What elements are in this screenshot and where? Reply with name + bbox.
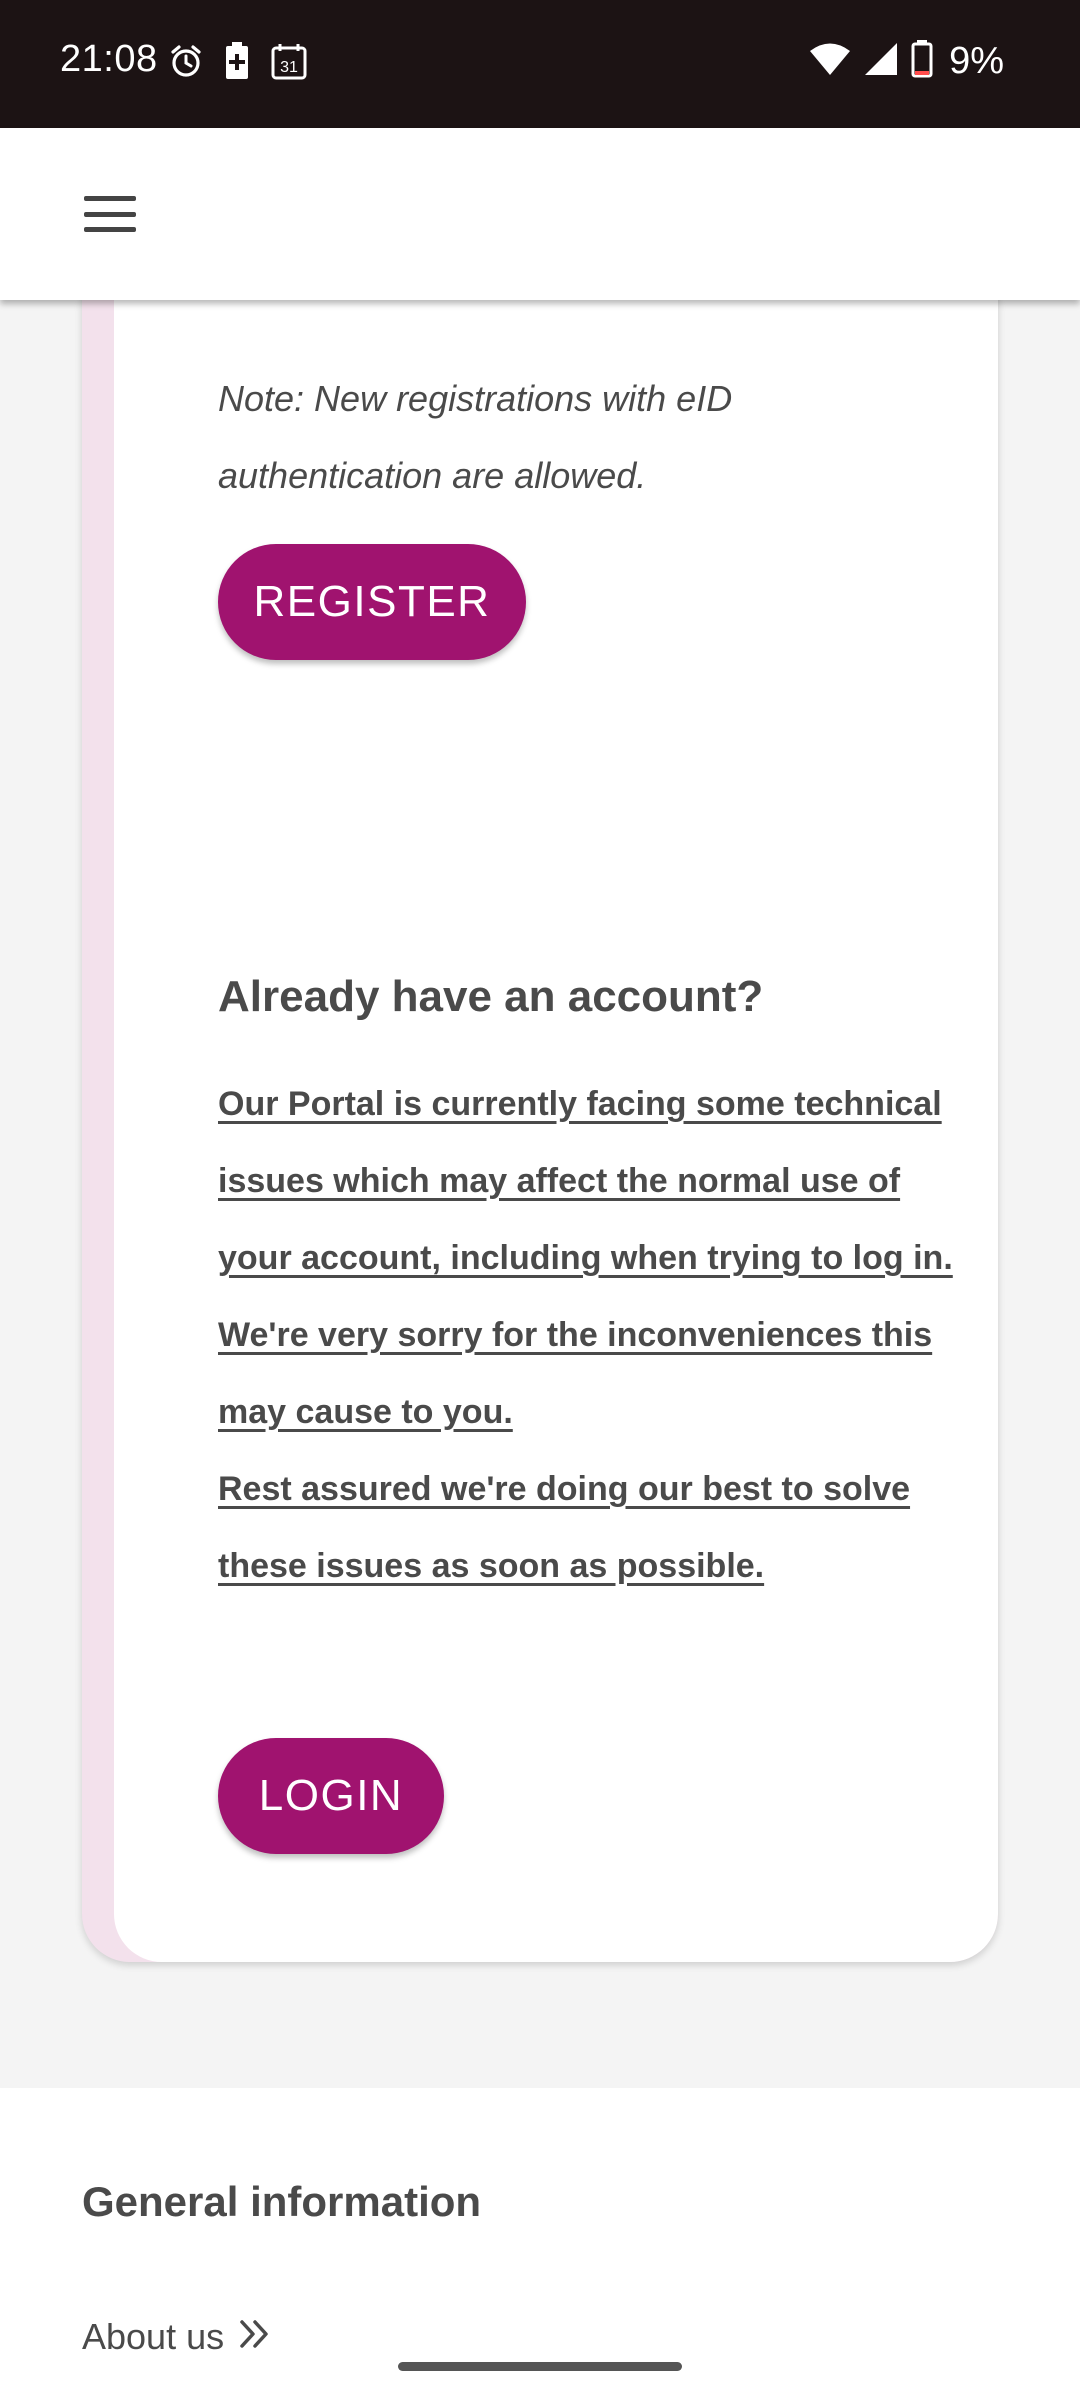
svg-text:31: 31 [280, 59, 298, 76]
registration-note: Note: New registrations with eID authentication are allowed. [218, 378, 733, 496]
login-heading: Already have an account? [218, 972, 764, 1021]
calendar-icon [270, 42, 308, 85]
register-button[interactable]: REGISTER [218, 544, 526, 660]
notice-paragraph[interactable]: We're very sorry for the inconveniences this may cause to you. [218, 1316, 933, 1431]
gesture-navigation-bar[interactable] [398, 2362, 682, 2371]
battery-icon [911, 40, 933, 83]
status-time: 21:08 [60, 38, 158, 80]
footer-link-label: About us [82, 2316, 225, 2357]
notice-paragraph[interactable]: Our Portal is currently facing some technical issues which may affect the normal use of your account, including when trying to log in. [218, 1085, 953, 1277]
login-button[interactable]: LOGIN [218, 1738, 444, 1854]
footer-heading: General information [82, 2178, 482, 2225]
account-card [82, 180, 998, 1962]
hamburger-menu-icon[interactable] [80, 188, 140, 240]
signal-icon [863, 41, 899, 82]
account-card-body [114, 180, 998, 1962]
technical-issues-notice [218, 1066, 978, 1605]
footer [0, 2088, 1080, 2400]
status-icons-left [168, 42, 308, 85]
alarm-icon [168, 43, 204, 84]
notice-paragraph[interactable]: Rest assured we're doing our best to solve these issues as soon as possible. [218, 1470, 911, 1585]
status-icons-right [809, 40, 1004, 83]
battery-saver-icon [224, 42, 250, 85]
double-chevron-right-icon [238, 2316, 272, 2358]
wifi-icon [809, 42, 851, 81]
app-bar [0, 128, 1080, 300]
status-bar [0, 0, 1080, 128]
footer-link-about-us[interactable] [82, 2316, 272, 2358]
battery-percentage: 9% [949, 40, 1004, 82]
